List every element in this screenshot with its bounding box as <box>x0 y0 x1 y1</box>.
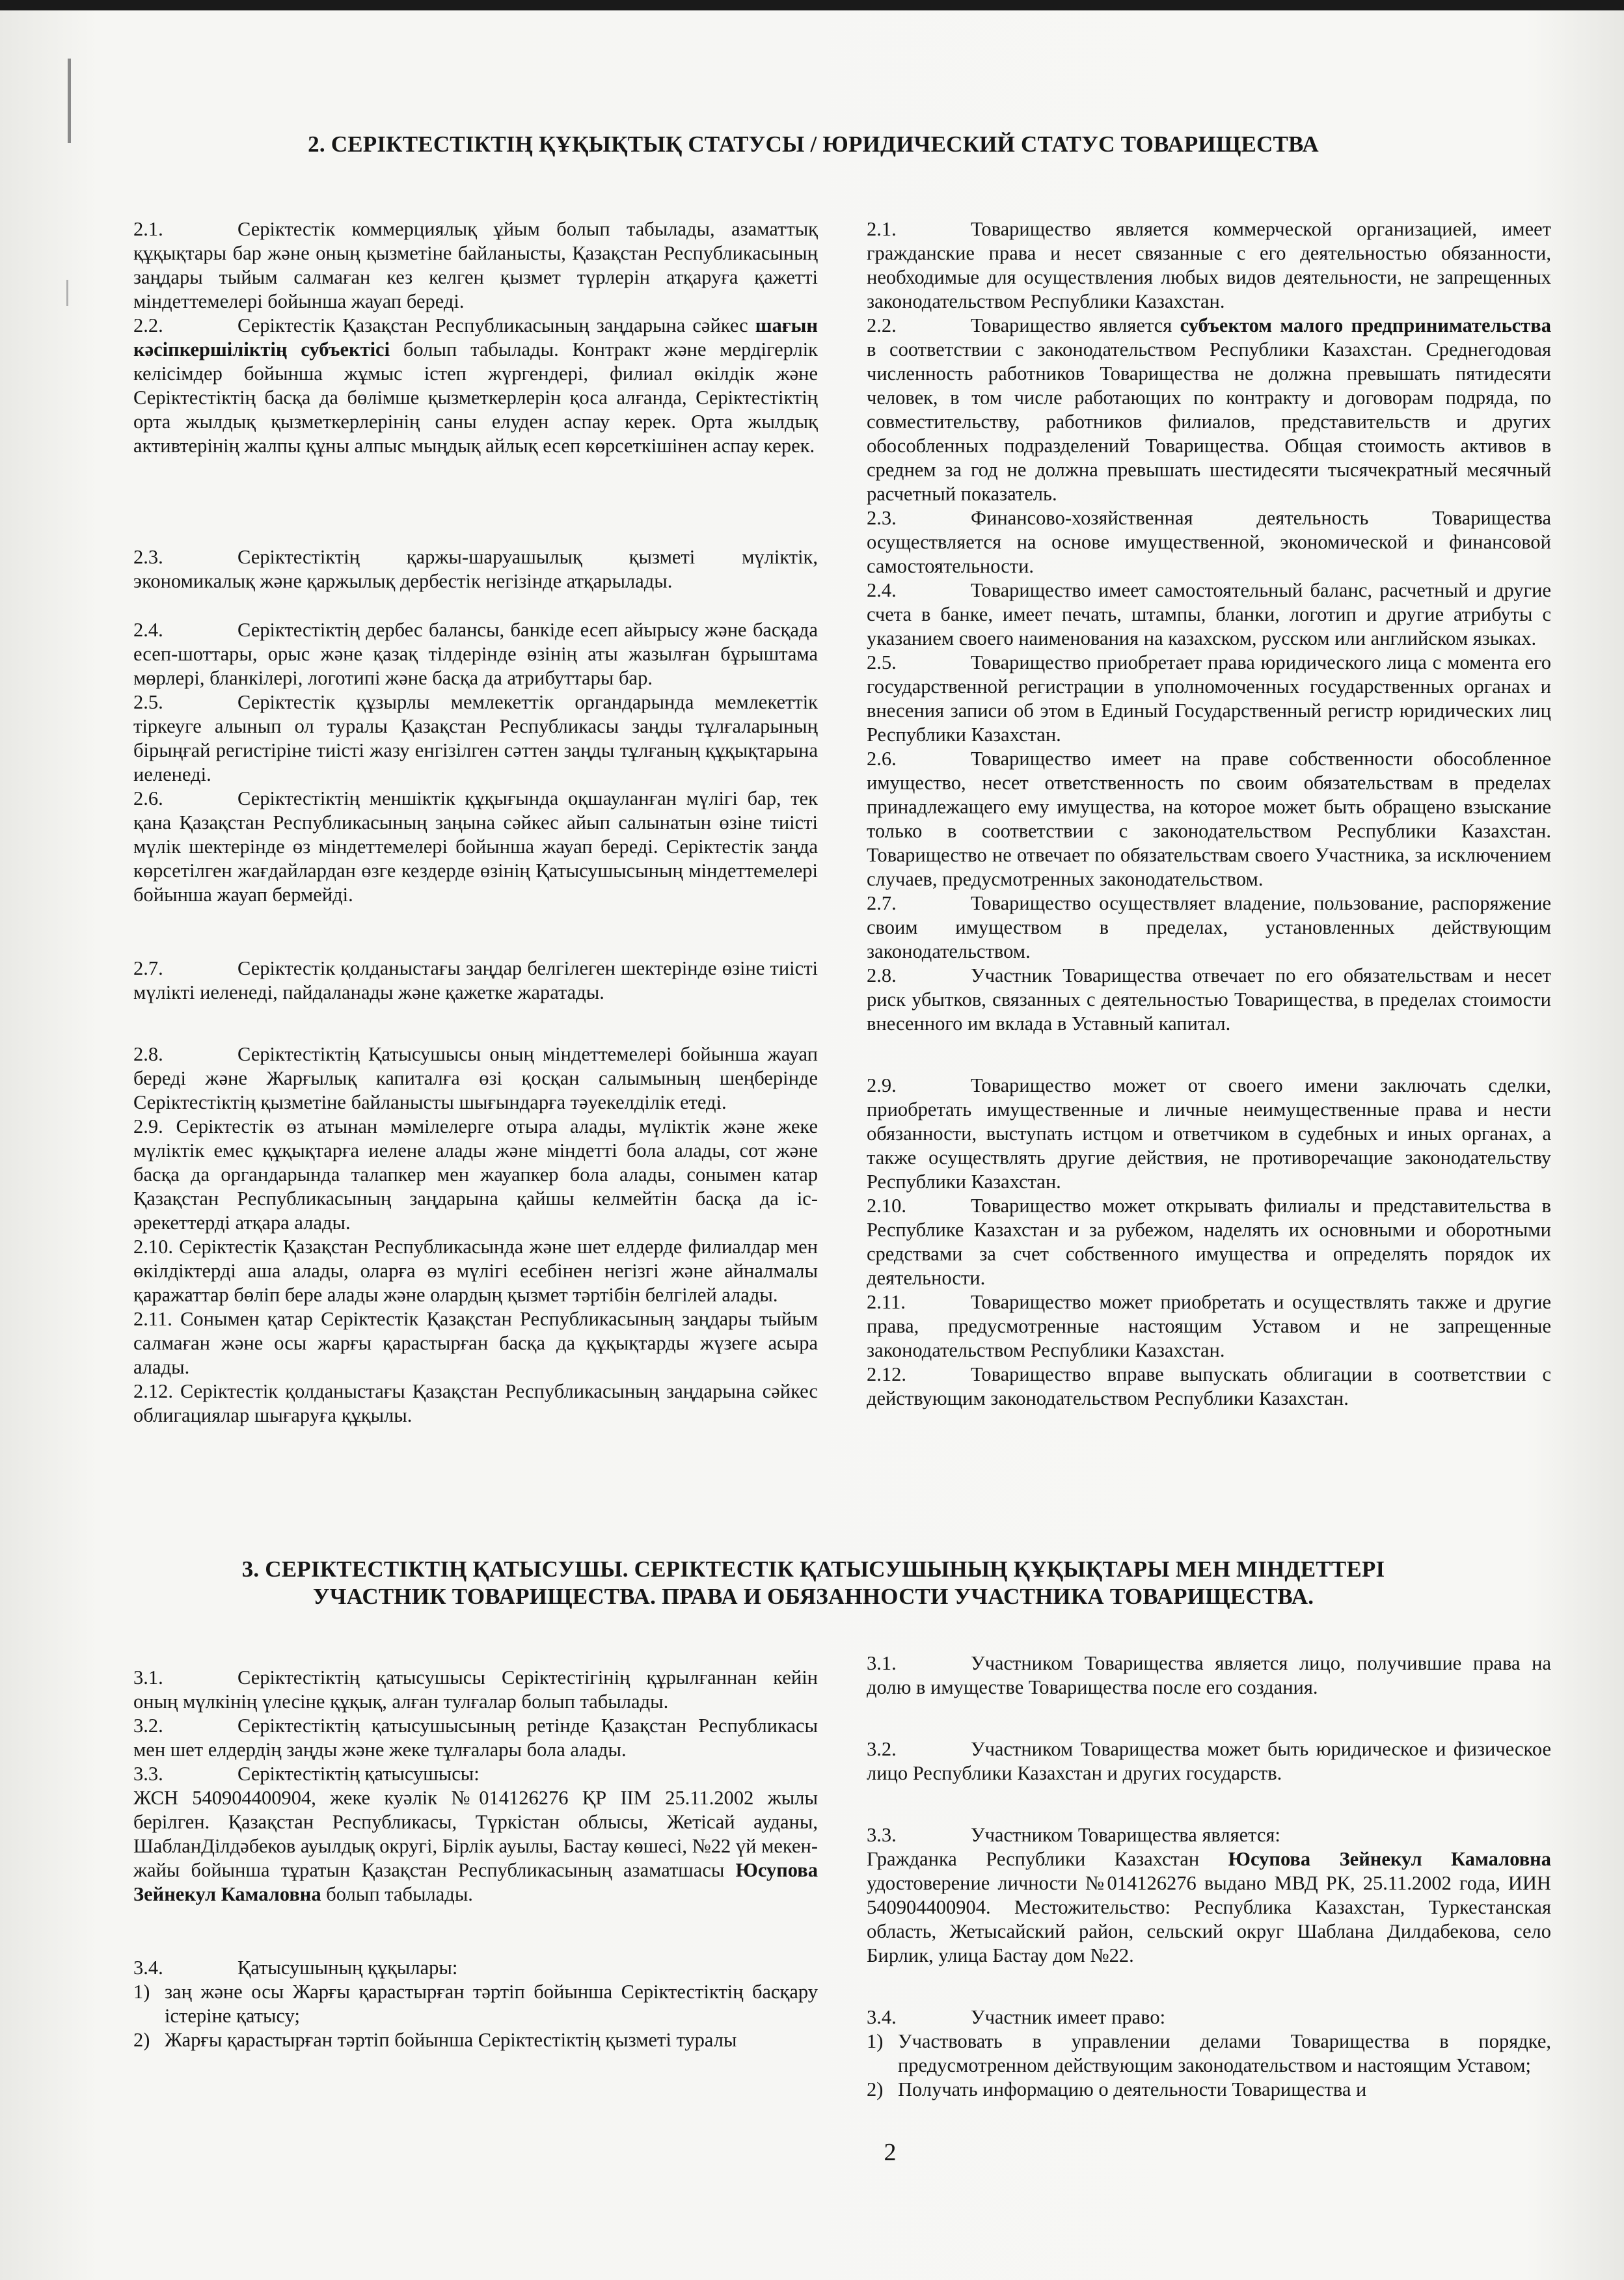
clause-2-2-ru: 2.2. Товарищество является субъектом малого предпринимательства в соответствии с законодательством Республики Казахстан. Среднегодовая численность работников Товарищества не должна превышать пятидесяти человек, в том числе работающих по контракту и договорам подряда, по совместительству, работников филиалов, представительств и других обособленных подразделений Товарищества. Общая стоимость активов в среднем за год не должна превышать шестидесяти тысячекратный месячный расчетный показатель. <box>867 314 1551 505</box>
clause-3-2-kz: 3.2. Серіктестіктің қатысушысының ретінде Қазақстан Республикасы мен шет елдердің заңды және жеке тұлғалары бола алады. <box>133 1715 818 1761</box>
scan-margin-mark <box>68 59 71 143</box>
section-2-title: 2. СЕРІКТЕСТІКТІҢ ҚҰҚЫҚТЫҚ СТАТУСЫ / ЮРИДИЧЕСКИЙ СТАТУС ТОВАРИЩЕСТВА <box>308 131 1319 157</box>
section-2-russian-column <box>867 217 1551 1411</box>
clause-2-10-ru: 2.10. Товарищество может открывать филиалы и представительства в Республике Казахстан и за рубежом, наделять их основными и оборотными средствами за счет собственного имущества и определять порядок их деятельности. <box>867 1195 1551 1289</box>
clause-2-10-kz: 2.10. Серіктестік Қазақстан Республикасында және шет елдерде филиалдар мен өкілдіктерді аша алады, оларға өз мүлігі есебінен негізгі және айналмалы қаражаттар бөліп бере алады және олардың қызмет тәртібін белгілей алады. <box>133 1236 818 1306</box>
list-item: 1) заң және осы Жарғы қарастырған тәртіп бойынша Серіктестіктің басқару істеріне қатысу; <box>133 1981 818 2027</box>
list-item: 2) Жарғы қарастырған тәртіп бойынша Серіктестіктің қызметі туралы <box>133 2029 737 2051</box>
clause-3-4-kz-head: 3.4. Қатысушының құқылары: <box>133 1957 458 1979</box>
clause-2-6-ru: 2.6. Товарищество имеет на праве собственности обособленное имущество, несет ответственность по своим обязательствам в пределах принадлежащего ему имущества, на которое может быть обращено взыскание только в соответствии с законодательством Республики Казахстан. Товарищество не отвечает по обязательствам своего Участника, за исключением случаев, предусмотренных законодательством. <box>867 748 1551 890</box>
clause-2-2-kz: 2.2. Серіктестік Қазақстан Республикасының заңдарына сәйкес шағын кәсіпкершіліктің субъектісі болып табылады. Контракт және мердігерлік келісімдер бойынша жұмыс істеп жүргендері, филиал өкілдік және Серіктестіктің басқа да бөлімше қызметкерлерін қоса алғанда, Серіктестіктің орта жылдық қызметкерлерінің саны елуден аспау керек. Орта жылдық активтерінің жалпы құны алпыс мыңдық айлық есеп көрсеткішінен аспау керек. <box>133 314 818 457</box>
clause-2-1-kz: 2.1. Серіктестік коммерциялық ұйым болып табылады, азаматтық құқықтары бар және оның қызметіне байланысты, Қазақстан Республикасының заңдары тыйым салмаған кез келген қызмет түрлерін атқаруға қажетті міндеттемелері бойынша жауап береді. <box>133 218 818 312</box>
section-3-title-russian: УЧАСТНИК ТОВАРИЩЕСТВА. ПРАВА И ОБЯЗАННОСТИ УЧАСТНИКА ТОВАРИЩЕСТВА. <box>312 1584 1314 1609</box>
list-item: 2) Получать информацию о деятельности Товарищества и <box>867 2078 1367 2100</box>
clause-2-3-kz: 2.3. Серіктестіктің қаржы-шаруашылық қызметі мүліктік, экономикалық және қаржылық дербестік негізінде атқарылады. <box>133 546 818 592</box>
clause-3-1-ru: 3.1. Участником Товарищества является лицо, получившие права на долю в имуществе Товарищества после его создания. <box>867 1652 1551 1698</box>
clause-2-7-ru: 2.7. Товарищество осуществляет владение, пользование, распоряжение своим имуществом в пределах, установленных действующим законодательством. <box>867 892 1551 962</box>
clause-3-3-kz: ЖСН 540904400904, жеке куәлік №014126276 ҚР ІІМ 25.11.2002 жылы берілген. Қазақстан Республикасы, Түркістан облысы, Жетісай ауданы, ШабланДілдәбеков ауылдық округі, Бірлік ауылы, Бастау көшесі, №22 үй мекен-жайы бойынша тұратын Қазақстан Республикасының азаматшасы Юсупова Зейнекул Камаловна болып табылады. <box>133 1787 818 1905</box>
clause-3-2-ru: 3.2. Участником Товарищества может быть юридическое и физическое лицо Республики Казахстан и других государств. <box>867 1738 1551 1784</box>
section-3-kazakh-column <box>133 1666 818 2052</box>
clause-2-8-ru: 2.8. Участник Товарищества отвечает по его обязательствам и несет риск убытков, связанных с деятельностью Товарищества, в пределах стоимости внесенного им вклада в Уставный капитал. <box>867 964 1551 1035</box>
clause-2-9-ru: 2.9. Товарищество может от своего имени заключать сделки, приобретать имущественные и личные неимущественные права и нести обязанности, выступать истцом и ответчиком в судебных и иных органах, а также осуществлять другие действия, не противоречащие законодательству Республики Казахстан. <box>867 1074 1551 1193</box>
clause-2-6-kz: 2.6. Серіктестіктің меншіктік құқығында оқшауланған мүлігі бар, тек қана Қазақстан Республикасының заңына сәйкес айып салынатын өзіне тиісті мүлік шектерінде өз міндеттемелері бойынша жауап береді. Серіктестік заңда көрсетілген жағдайлардан өзге кездерде өзінің Қатысушысының міндеттемелері бойынша жауап бермейді. <box>133 787 818 906</box>
clause-2-1-ru: 2.1. Товарищество является коммерческой организацией, имеет гражданские права и несет связанные с его деятельностью обязанности, необходимые для осуществления любых видов деятельности, не запрещенных законодательством Республики Казахстан. <box>867 218 1551 312</box>
scan-margin-mark <box>66 280 68 306</box>
section-3-russian-column <box>867 1651 1551 2102</box>
clause-2-4-ru: 2.4. Товарищество имеет самостоятельный баланс, расчетный и другие счета в банке, имеет печать, штампы, бланки, логотип и другие атрибуты с указанием своего наименования на казахском, русском или английском языках. <box>867 579 1551 649</box>
clause-2-5-kz: 2.5. Серіктестік құзырлы мемлекеттік органдарында мемлекеттік тіркеуге алынып ол туралы Қазақстан Республикасы заңды тұлғаларының бірыңғай регистіріне тиісті жазу енгізілген сәттен заңды тұлғаның құқықтарына иеленеді. <box>133 691 818 785</box>
clause-2-12-kz: 2.12. Серіктестік қолданыстағы Қазақстан Республикасының заңдарына сәйкес облигациялар шығаруға құқылы. <box>133 1380 819 1426</box>
clause-3-4-ru-head: 3.4. Участник имеет право: <box>867 2006 1166 2028</box>
section-3-title-kazakh: 3. СЕРІКТЕСТІКТІҢ ҚАТЫСУШЫ. СЕРІКТЕСТІК ҚАТЫСУШЫНЫҢ ҚҰҚЫҚТАРЫ МЕН МІНДЕТТЕРІ <box>241 1556 1385 1582</box>
clause-3-3-ru-head: 3.3. Участником Товарищества является: <box>867 1824 1280 1846</box>
clause-2-9-kz: 2.9. Серіктестік өз атынан мәмілелерге отыра алады, мүліктік және жеке мүліктік емес құқықтарға иелене алады және міндетті бола алады, сот және басқа да органдарында талапкер мен жауапкер бола алады, сонымен катар Қазақстан Республикасының заңдарына қайшы келмейтін басқа да іс-әрекеттерді атқара алады. <box>133 1115 819 1234</box>
page-number: 2 <box>884 2139 897 2166</box>
clause-2-4-kz: 2.4. Серіктестіктің дербес балансы, банкіде есеп айырысу және басқада есеп-шоттары, орыс және қазақ тілдерінде өзінің аты жазылған бұрыштама мөрлері, бланкілері, логотипі және басқа да атрибуттары бар. <box>133 619 818 689</box>
clause-2-8-kz: 2.8. Серіктестіктің Қатысушысы оның міндеттемелері бойынша жауап береді және Жарғылық капиталға өзі қосқан салымының шеңберінде Серіктестіктің қызметіне байланысты шығындарға тәуекелділік етеді. <box>133 1043 818 1113</box>
section-2-kazakh-column <box>133 217 818 1428</box>
clause-3-3-kz-head: 3.3. Серіктестіктің қатысушысы: <box>133 1763 480 1785</box>
list-item: 1) Участвовать в управлении делами Товарищества в порядке, предусмотренном действующим законодательством и настоящим Уставом; <box>867 2030 1551 2076</box>
clause-2-5-ru: 2.5. Товарищество приобретает права юридического лица с момента его государственной регистрации в уполномоченных государственных органах и внесения записи об этом в Единый Государственный регистр юридических лиц Республики Казахстан. <box>867 651 1551 746</box>
clause-3-3-ru: Гражданка Республики Казахстан Юсупова Зейнекул Камаловна удостоверение личности №014126276 выдано МВД РК, 25.11.2002 года, ИИН 540904400904. Местожительство: Республика Казахстан, Туркестанская область, Жетысайский район, сельский округ Шаблана Дилдабекова, село Бирлик, улица Бастау дом №22. <box>867 1848 1551 1966</box>
clause-2-7-kz: 2.7. Серіктестік қолданыстағы заңдар белгілеген шектерінде өзіне тиісті мүлікті иеленеді, пайдаланады және қажетке жаратады. <box>133 957 818 1003</box>
scan-top-edge <box>0 0 1624 10</box>
clause-2-11-kz: 2.11. Сонымен қатар Серіктестік Қазақстан Республикасының заңдары тыйым салмаған және осы жарғы қарастырған басқа да құқықтарды жүзеге асыра алады. <box>133 1308 819 1378</box>
clause-2-12-ru: 2.12. Товарищество вправе выпускать облигации в соответствии с действующим законодательством Республики Казахстан. <box>867 1363 1551 1409</box>
clause-2-11-ru: 2.11. Товарищество может приобретать и осуществлять также и другие права, предусмотренные настоящим Уставом и не запрещенные законодательством Республики Казахстан. <box>867 1291 1551 1361</box>
clause-2-3-ru: 2.3. Финансово-хозяйственная деятельность Товарищества осуществляется на основе имущественной, экономической и финансовой самостоятельности. <box>867 507 1551 577</box>
clause-3-1-kz: 3.1. Серіктестіктің қатысушысы Серіктестігінің құрылғаннан кейін оның мүлкінің үлесіне құқық, алған тулғалар болып табылады. <box>133 1666 818 1713</box>
